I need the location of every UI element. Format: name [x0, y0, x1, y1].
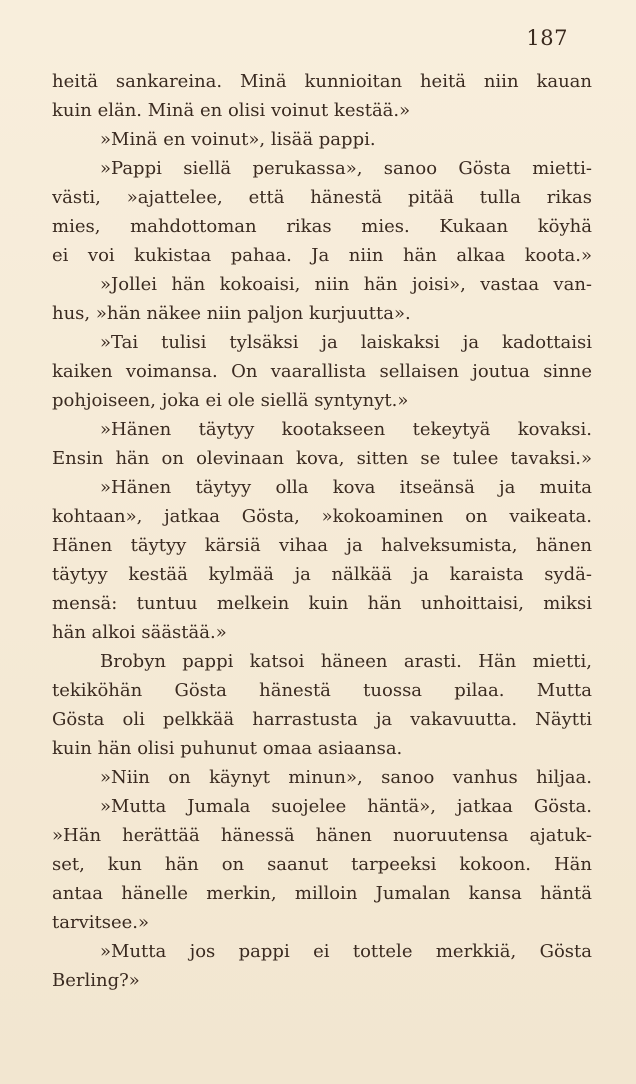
text-line: »Hänen täytyy olla kova itseänsä ja muita	[100, 477, 592, 498]
text-line: Ensin hän on olevinaan kova, sitten se tulee tavaksi.»	[52, 448, 592, 469]
text-line: »Tai tulisi tylsäksi ja laiskaksi ja kadottaisi	[100, 332, 592, 353]
text-line: kuin hän olisi puhunut omaa asiaansa.	[52, 738, 403, 759]
text-line: hän alkoi säästää.»	[52, 622, 227, 643]
text-line: »Hänen täytyy kootakseen tekeytyä kovaksi.	[100, 419, 592, 440]
text-line: västi, »ajattelee, että hänestä pitää tulla rikas	[52, 187, 592, 208]
text-line: Berling?»	[52, 970, 140, 991]
text-line: kaiken voimansa. On vaarallista sellaisen joutua sinne	[52, 361, 592, 382]
text-line: pohjoiseen, joka ei ole siellä syntynyt.»	[52, 390, 409, 411]
text-line: »Mutta jos pappi ei tottele merkkiä, Gösta	[100, 941, 592, 962]
text-line: »Mutta Jumala suojelee häntä», jatkaa Gösta.	[100, 796, 592, 817]
body-text	[52, 67, 592, 995]
text-line: tekiköhän Gösta hänestä tuossa pilaa. Mutta	[52, 680, 592, 701]
text-line: mensä: tuntuu melkein kuin hän unhoittaisi, miksi	[52, 593, 592, 614]
text-line: heitä sankareina. Minä kunnioitan heitä niin kauan	[52, 71, 592, 92]
text-line: »Minä en voinut», lisää pappi.	[100, 129, 376, 150]
text-line: ei voi kukistaa pahaa. Ja niin hän alkaa koota.»	[52, 245, 592, 266]
text-line: kuin elän. Minä en olisi voinut kestää.»	[52, 100, 411, 121]
text-line: Brobyn pappi katsoi häneen arasti. Hän mietti,	[100, 651, 592, 672]
text-line: »Niin on käynyt minun», sanoo vanhus hiljaa.	[100, 767, 592, 788]
text-line: Hänen täytyy kärsiä vihaa ja halveksumista, hänen	[52, 535, 592, 556]
text-line: »Hän herättää hänessä hänen nuoruutensa ajatuk-	[52, 825, 592, 846]
text-line: tarvitsee.»	[52, 912, 150, 933]
text-line: kohtaan», jatkaa Gösta, »kokoaminen on vaikeata.	[52, 506, 592, 527]
text-line: hus, »hän näkee niin paljon kurjuutta».	[52, 303, 411, 324]
text-line: »Pappi siellä perukassa», sanoo Gösta mietti-	[100, 158, 592, 179]
text-line: »Jollei hän kokoaisi, niin hän joisi», vastaa van-	[100, 274, 592, 295]
text-line: Gösta oli pelkkää harrastusta ja vakavuutta. Näytti	[52, 709, 592, 730]
text-line: set, kun hän on saanut tarpeeksi kokoon. Hän	[52, 854, 592, 875]
text-line: antaa hänelle merkin, milloin Jumalan kansa häntä	[52, 883, 592, 904]
page-number: 187	[526, 26, 568, 50]
text-line: mies, mahdottoman rikas mies. Kukaan köyhä	[52, 216, 592, 237]
text-line: täytyy kestää kylmää ja nälkää ja karaista sydä-	[52, 564, 592, 585]
